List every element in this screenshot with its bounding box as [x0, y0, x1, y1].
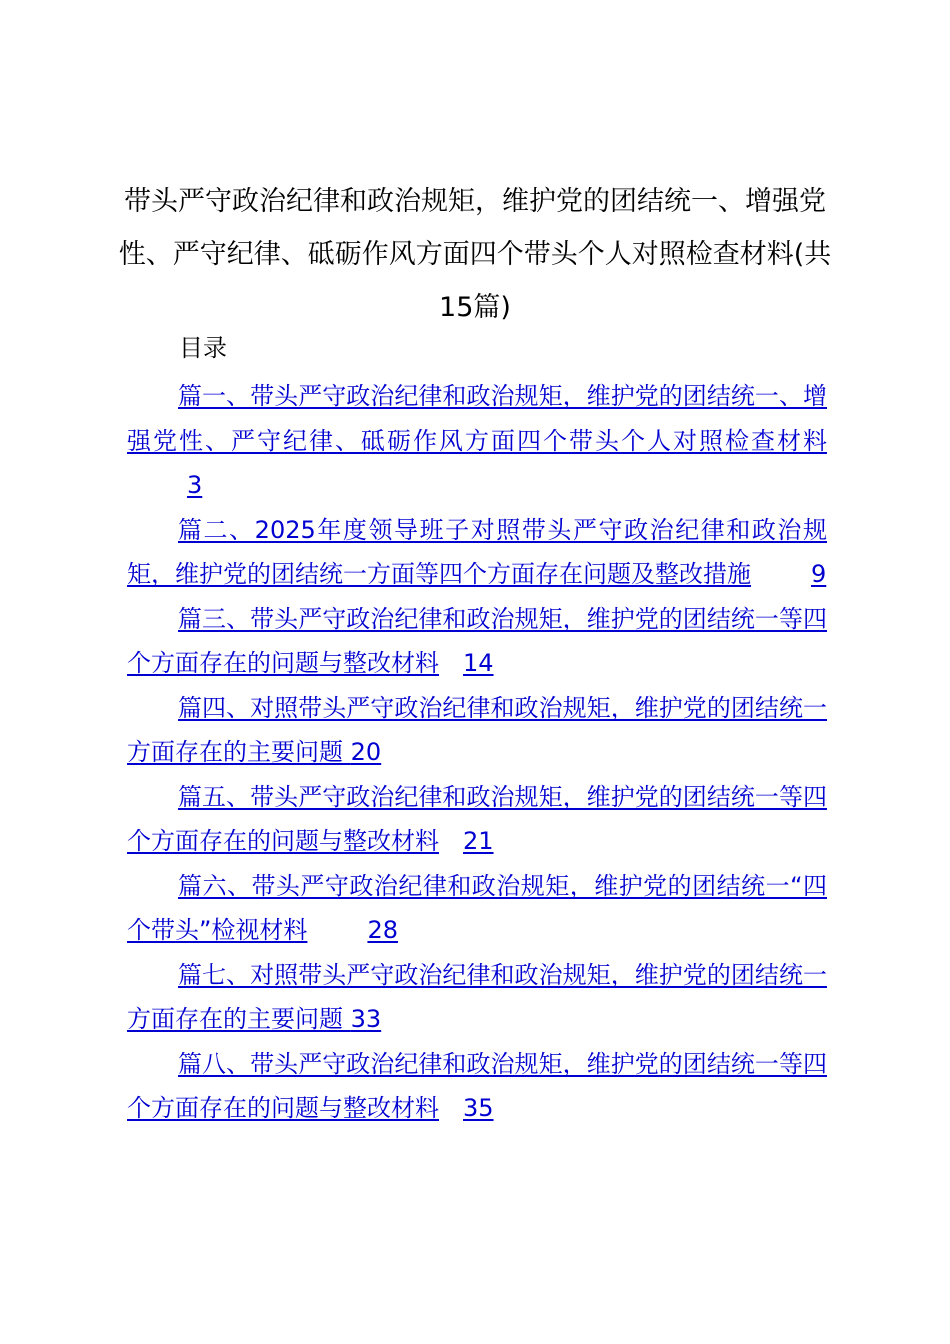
- toc-entry-3: [127, 597, 827, 686]
- toc-entry-4: [127, 686, 827, 775]
- toc-entry-page: 3: [187, 471, 203, 499]
- toc-entry-title: 篇五、带头严守政治纪律和政治规矩，维护党的团结统一等四个方面存在的问题与整改材料: [127, 782, 827, 855]
- toc-entry-1: [127, 374, 827, 508]
- toc-entry-page: 21: [463, 827, 494, 855]
- toc-entry-title: 篇三、带头严守政治纪律和政治规矩，维护党的团结统一等四个方面存在的问题与整改材料: [127, 604, 827, 677]
- toc-entry-title: 篇八、带头严守政治纪律和政治规矩，维护党的团结统一等四个方面存在的问题与整改材料: [127, 1049, 827, 1122]
- toc-entry-page: 20: [350, 738, 382, 766]
- toc-entry-page: 33: [350, 1005, 382, 1033]
- toc-link-7[interactable]: [127, 961, 827, 1034]
- toc-entry-page: 9: [811, 560, 827, 588]
- toc-entry-title: 篇一、带头严守政治纪律和政治规矩，维护党的团结统一、增强党性、严守纪律、砥砺作风方面四个带头个人对照检查材料: [127, 382, 827, 455]
- toc-entry-5: [127, 775, 827, 864]
- toc-entry-title: 篇七、对照带头严守政治纪律和政治规矩，维护党的团结统一方面存在的主要问题: [127, 960, 827, 1033]
- toc-link-2[interactable]: [127, 516, 827, 589]
- toc-entry-page: 28: [367, 916, 398, 944]
- toc-entry-page: 14: [463, 649, 494, 677]
- toc-entry-2: [127, 508, 827, 597]
- toc-entry-6: [127, 864, 827, 953]
- toc-link-8[interactable]: [127, 1050, 827, 1123]
- toc-entry-title: 篇二、2025年度领导班子对照带头严守政治纪律和政治规矩，维护党的团结统一方面等四个方面存在问题及整改措施: [127, 515, 827, 588]
- toc-entry-7: [127, 953, 827, 1042]
- document-title: 带头严守政治纪律和政治规矩，维护党的团结统一、增强党性、严守纪律、砥砺作风方面四个带头个人对照检查材料(共15篇): [118, 186, 832, 323]
- toc-entry-title: 篇四、对照带头严守政治纪律和政治规矩，维护党的团结统一方面存在的主要问题: [127, 693, 827, 766]
- toc-link-1[interactable]: [127, 382, 827, 499]
- toc-entry-page: 35: [463, 1094, 494, 1122]
- toc-link-4[interactable]: [127, 694, 827, 767]
- toc-entry-8: [127, 1042, 827, 1131]
- table-of-contents: [127, 374, 827, 1131]
- toc-link-3[interactable]: [127, 605, 827, 678]
- toc-link-5[interactable]: [127, 783, 827, 856]
- toc-entry-title: 篇六、带头严守政治纪律和政治规矩，维护党的团结统一“四个带头”检视材料: [127, 871, 827, 944]
- toc-link-6[interactable]: [127, 872, 827, 945]
- toc-heading: 目录: [179, 334, 227, 362]
